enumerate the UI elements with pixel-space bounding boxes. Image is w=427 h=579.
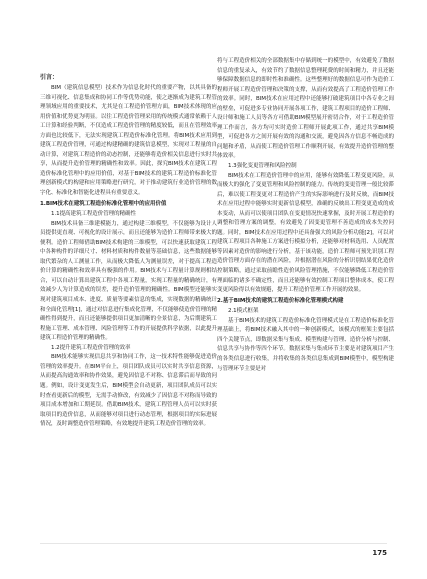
footer-divider: [40, 543, 387, 544]
paragraph: BIM技术在工程造价管理中的应用，能够有效降低工程变更风险，从而极大的强化了变更管理和风险控制的能力。传统的变更管理一般比较滞后，难以使工程变更对工程造价产生的实际影响进行及时反映，而BIM技术在应用过程中能够实时更新信息模型，准确的反映出工程变更造成的成本变动，从而可以使项目团队在变更情况快速掌握，及时开展工程造价的调整和管理方案的调整，有效避免了因变更管理不善造成的成本失控问题。同时，BIM技术在应用过程中还具备强大的风险分析功能[2]，可以对建筑工程项目各种施工方案进行模拟分析，还能够对材料选用、人员配置等因素对造价的影响进行分析，基于该功能，造价工程师可预先识别工程造价管理方面存在的潜在风险，并根据潜在风险的分析识别结果优化造价控制策略，通过采取前瞻性造价风险管理措施，不仅能够降低工程造价管理面临的诸多不确定性，而且还能够有效控制工程项目整体成本，使工程变更风险得以有效规避，提升工程造价管理工作开展的效果。: [217, 172, 394, 294]
section-heading: 1.BIM技术在建筑工程造价标准化管理中的应用价值: [40, 200, 167, 207]
right-column: [217, 57, 394, 374]
intro-label: 引言：: [40, 74, 59, 81]
paragraph: BIM（建筑信息模型）技术作为信息化时代的重要产物，以其具备的三维可视化、信息集成和协同工作等优势功能，使之逐渐成为建筑工程管理领域应用的重要技术，尤其是在工程造价管理方面，BIM技术体现的应用价值和优势更为明显。以往工程造价管理采用的传统模式通常依赖于人工计算和经验判断，不仅造成工程造价管理的精度较低，而且在管理效率方面也比较低下，无法实现建筑工程造价标准化管理。将BIM技术应用到建筑工程造价管理，可通过构建精确的建筑信息模型，实现对工程量的自动计算，对建筑工程造价的动态控制，还能够将造价相关信息进行实时共享，从而提升造价管理的精确性和效率。因此，探究BIM技术在建筑工程造价标准化管理中的应用价值，对基于BIM技术的建筑工程造价标准化管理创新模式的构建和应用策略进行研究，对于推动建筑行业造价管理的数字化、标准化和智能化进程具有重要意义。: [40, 85, 217, 197]
page-number: 175: [372, 549, 387, 557]
subsection-heading: 2.1模式框架: [228, 308, 259, 315]
subsection-heading: 1.2提升建筑工程造价管理的效率: [51, 344, 131, 351]
section-heading: 2.基于BIM技术的建筑工程造价标准化管理模式构建: [217, 297, 344, 304]
paragraph: 将与工程造价相关的全部数据集中存储到统一的模型中，有效避免了数据信息的重复录入，有效节约了数据信息整理耗费的时间和精力，并且还能够保障数据信息的即时性和准确性。这些整理好的数据信息可作为造价工程师开展工程造价管理和决策的支撑，从而有效提高了工程造价管理工作的效率。同时，BIM技术在应用过程中还能够打破建筑项目中各专业之间的壁垒，可促进多专业协同开展各项工作，建筑工程项目的造价工程师、设计师和施工人员等各方可借助BIM模型展开密切合作，对于工程造价管理工作而言，各方均可实时造价工程师开展此项工作，通过共享BIM模型，可促进各方之间开展有效的沟通和交流，避免因各方信息不畅造成的问题和矛盾，从而使工程造价管理工作顺利开展，有效提升造价管理的整体效率。: [217, 58, 394, 160]
subsection-heading: 1.1提高建筑工程造价管理的精确性: [51, 211, 136, 218]
left-column: [40, 84, 217, 430]
paragraph: BIM技术具备三维建模能力，通过构建三维模型，不仅能够为设计人员提供更直观、可视化的设计展示，而且还能够为造价工程师带来极大的便利。造价工程师借助BIM技术构建的三维模型，可以快速获取建筑工程中各种构件的详细尺寸、材料材质和构件数量等基础信息，这些数据能够取代繁杂的人工测量工作，从而极大降低人为测量误差，对于提高工程造价计算的精确性和效率具有极强的作用。BIM技术与工程量计算规则相结合，可以自动计算出建筑工程中各项工程量，实现工程量的精确统计，有效减少人为计算造成的误差，提升造价管理的精确性。BIM模型还能够实现对建筑项目成本、进度、质量等要素信息的集成，实现数据的精确统计和全面化管理[1]，通过对信息进行集成化管理，不仅能够使造价管理的精确性得到提升，而且还能够提供项目更加清晰的全景信息，为后期建筑工程施工管理、成本管理、风险管理等工作的开展提供科学依据，以此提升建筑工程造价管理的精确性。: [40, 220, 217, 342]
paragraph: 基于BIM技术的建筑工程造价标准化管理模式是在工程造价标准化管理基础上，将BIM技术融入其中的一种创新模式，该模式的框架主要包括四个关键节点，即数据采集与集成、模型构建与管理、造价分析与控制、信息共享与协作等四个环节。数据采集与集成环节主要是对建筑项目产生的各类信息进行收集，并将收集的各类信息集成到BIM模型中，模型构建与管理环节主要是对: [217, 317, 394, 372]
paragraph: BIM技术能够实现信息共享和协同工作，这一技术特性能够促进造价管理的效率提升。在BIM平台上，项目团队成员可以实时共享信息资源，从而提高沟通效率和协作效果，避免因信息不对称、信息滞后而导致的问题。例如，设计变更发生后，BIM模型会自动更新，项目团队成员可以实时查看更新后的模型，无需手动修改，有效减少了因信息不对称而导致的项目成本增加和工期延误。借助BIM技术，建筑工程管理人员可以实时获取项目的造价信息，从而能够对项目进行动态管理，根据项目的实际进展情况，及时调整造价管理策略，有效地提升建筑工程造价管理的效率。: [40, 354, 217, 428]
subsection-heading: 1.3强化变更管理和风险控制: [228, 163, 297, 170]
